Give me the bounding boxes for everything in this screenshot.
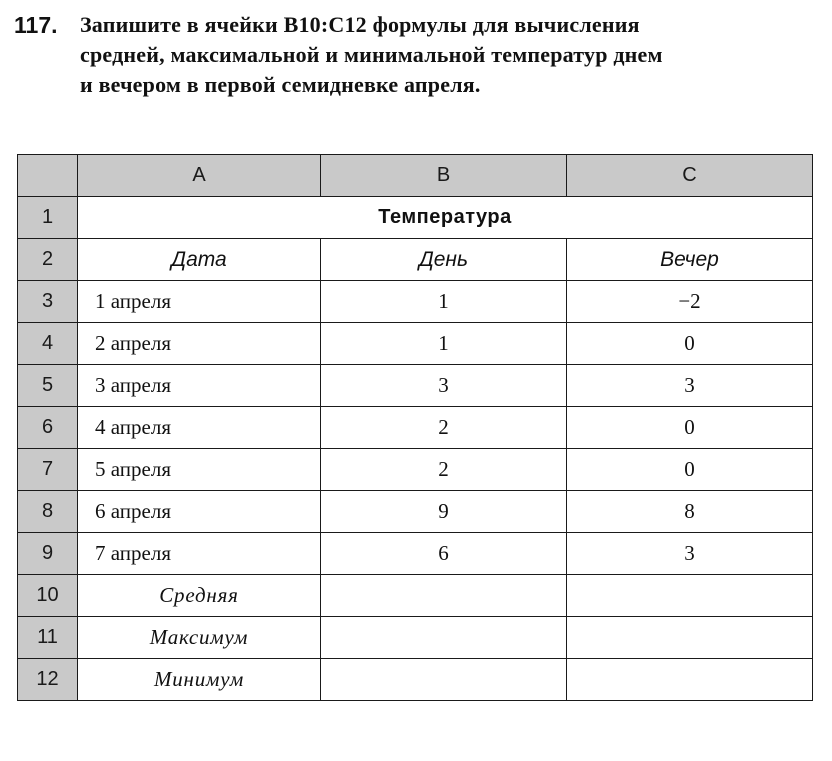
cell-c2-evening-header[interactable]: Вечер	[567, 239, 813, 281]
row-header-3[interactable]: 3	[18, 281, 78, 323]
column-header-row	[18, 155, 813, 197]
cell-a2-date-header[interactable]: Дата	[78, 239, 321, 281]
cell-c8[interactable]: 8	[567, 491, 813, 533]
cell-a6[interactable]: 4 апреля	[78, 407, 321, 449]
table-row	[18, 449, 813, 491]
cell-a9[interactable]: 7 апреля	[78, 533, 321, 575]
spreadsheet-table	[17, 154, 813, 701]
cell-b3[interactable]: 1	[321, 281, 567, 323]
row-header-10[interactable]: 10	[18, 575, 78, 617]
cell-b12[interactable]	[321, 659, 567, 701]
row-header-1[interactable]: 1	[18, 197, 78, 239]
cell-b11[interactable]	[321, 617, 567, 659]
cell-a4[interactable]: 2 апреля	[78, 323, 321, 365]
cell-c9[interactable]: 3	[567, 533, 813, 575]
task-number: 117.	[14, 12, 58, 38]
table-row	[18, 533, 813, 575]
table-row	[18, 617, 813, 659]
cell-b9[interactable]: 6	[321, 533, 567, 575]
row-header-11[interactable]: 11	[18, 617, 78, 659]
table-row	[18, 281, 813, 323]
column-header-a[interactable]: A	[78, 155, 321, 197]
task-text-line-3: и вечером в первой семидневке апреля.	[80, 72, 481, 97]
cell-c4[interactable]: 0	[567, 323, 813, 365]
cell-b7[interactable]: 2	[321, 449, 567, 491]
table-row	[18, 491, 813, 533]
row-header-12[interactable]: 12	[18, 659, 78, 701]
cell-b4[interactable]: 1	[321, 323, 567, 365]
row-header-6[interactable]: 6	[18, 407, 78, 449]
row-header-9[interactable]: 9	[18, 533, 78, 575]
table-row	[18, 575, 813, 617]
table-row	[18, 407, 813, 449]
column-header-b[interactable]: B	[321, 155, 567, 197]
row-header-4[interactable]: 4	[18, 323, 78, 365]
cell-a7[interactable]: 5 апреля	[78, 449, 321, 491]
cell-b5[interactable]: 3	[321, 365, 567, 407]
row-header-2[interactable]: 2	[18, 239, 78, 281]
row-header-7[interactable]: 7	[18, 449, 78, 491]
cell-a10-average-label[interactable]: Средняя	[78, 575, 321, 617]
cell-c6[interactable]: 0	[567, 407, 813, 449]
row-header-5[interactable]: 5	[18, 365, 78, 407]
column-header-c[interactable]: C	[567, 155, 813, 197]
row-header-8[interactable]: 8	[18, 491, 78, 533]
cell-b10[interactable]	[321, 575, 567, 617]
task-text-line-1: Запишите в ячейки B10:C12 формулы для вычисления	[80, 12, 640, 37]
cell-b2-day-header[interactable]: День	[321, 239, 567, 281]
cell-c3[interactable]: −2	[567, 281, 813, 323]
cell-a3[interactable]: 1 апреля	[78, 281, 321, 323]
table-row	[18, 365, 813, 407]
cell-c11[interactable]	[567, 617, 813, 659]
cell-a1-title[interactable]: Температура	[78, 197, 813, 239]
cell-c12[interactable]	[567, 659, 813, 701]
table-row	[18, 239, 813, 281]
task-text-line-2: средней, максимальной и минимальной температур днем	[80, 42, 663, 67]
cell-b8[interactable]: 9	[321, 491, 567, 533]
cell-c10[interactable]	[567, 575, 813, 617]
table-row	[18, 197, 813, 239]
table-row	[18, 323, 813, 365]
cell-a11-max-label[interactable]: Максимум	[78, 617, 321, 659]
cell-a12-min-label[interactable]: Минимум	[78, 659, 321, 701]
cell-b6[interactable]: 2	[321, 407, 567, 449]
cell-a5[interactable]: 3 апреля	[78, 365, 321, 407]
table-row	[18, 659, 813, 701]
cell-a8[interactable]: 6 апреля	[78, 491, 321, 533]
cell-c7[interactable]: 0	[567, 449, 813, 491]
cell-c5[interactable]: 3	[567, 365, 813, 407]
corner-cell[interactable]	[18, 155, 78, 197]
